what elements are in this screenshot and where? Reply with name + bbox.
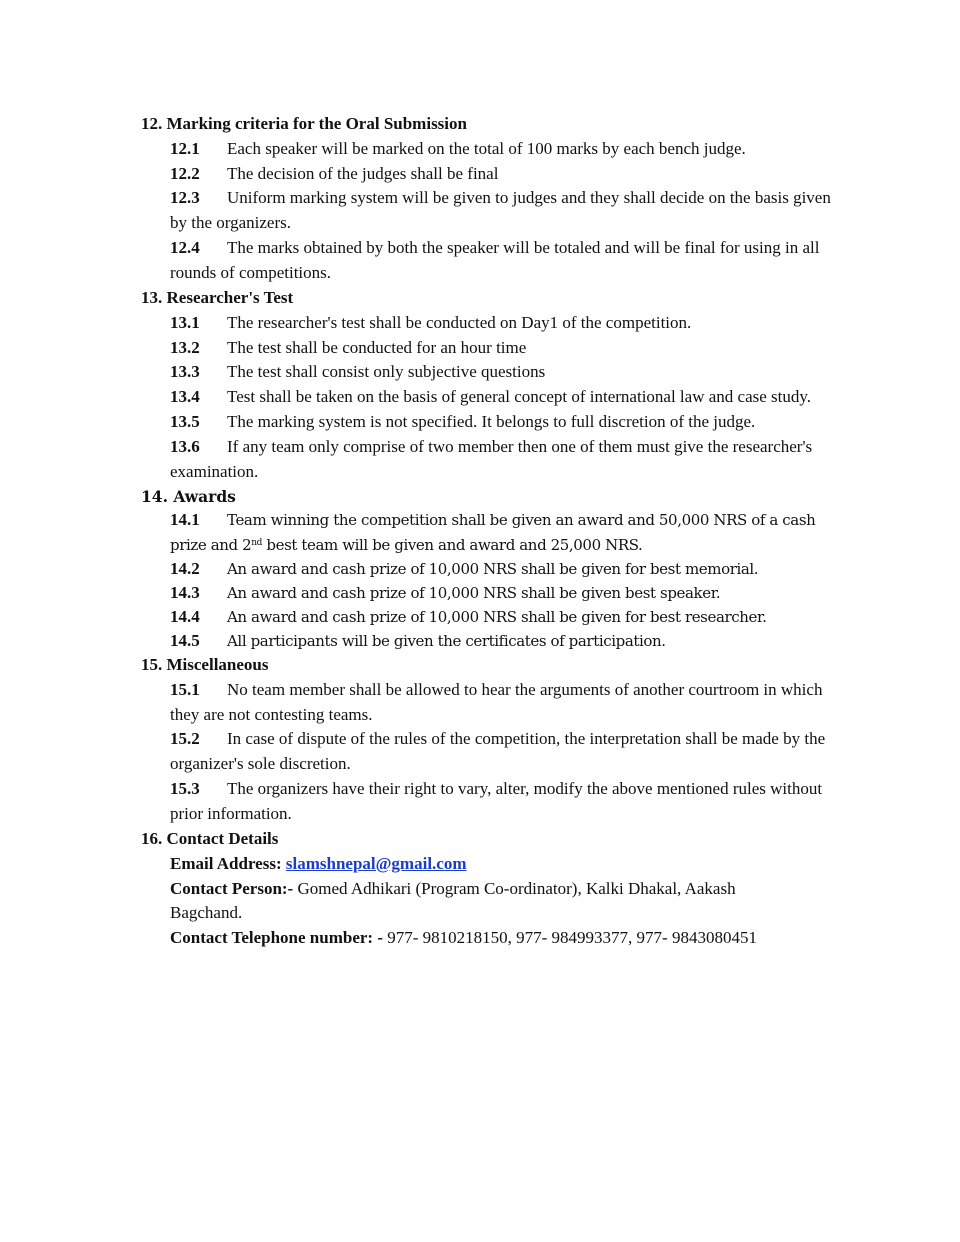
contact-phone-label: Contact Telephone number: - <box>170 928 383 948</box>
list-item <box>170 777 845 827</box>
list-item <box>170 385 845 410</box>
list-item <box>170 236 845 286</box>
item-number: 14.4 <box>170 606 200 626</box>
item-number: 12.2 <box>170 163 200 183</box>
item-text: The researcher's test shall be conducted on Day1 of the competition. <box>227 312 692 332</box>
item-number: 12.3 <box>170 188 200 208</box>
item-text: An award and cash prize of 10,000 NRS shall be given best speaker. <box>227 583 721 602</box>
item-number: 13.5 <box>170 412 200 432</box>
item-number: 14.1 <box>170 510 200 530</box>
item-text: The marking system is not specified. It belongs to full discretion of the judge. <box>227 412 756 432</box>
item-text: In case of dispute of the rules of the competition, the interpretation shall be made by the organizer's sole discretion. <box>170 729 826 774</box>
list-item <box>170 137 845 162</box>
section-title-marking-criteria: 12. Marking criteria for the Oral Submission <box>141 114 467 133</box>
item-text: Each speaker will be marked on the total of 100 marks by each bench judge. <box>227 138 746 158</box>
section-title-contact-details: 16. Contact Details <box>141 829 279 849</box>
item-number: 14.3 <box>170 582 200 602</box>
item-text: Uniform marking system will be given to judges and they shall decide on the basis given by the organizers. <box>170 188 831 233</box>
email-label: Email Address: <box>170 853 286 873</box>
item-number: 13.2 <box>170 337 200 357</box>
email-link[interactable]: slamshnepal@gmail.com <box>285 853 467 873</box>
item-number: 15.2 <box>170 729 200 749</box>
list-item <box>170 435 845 485</box>
item-text-continued: best team will be given and award and 25,000 NRS. <box>262 535 643 554</box>
item-number: 15.1 <box>170 679 200 699</box>
item-text: The decision of the judges shall be final <box>227 163 499 183</box>
contact-phone-value: 977- 9810218150, 977- 984993377, 977- 9843080451 <box>382 928 757 948</box>
contact-person-value: Gomed Adhikari (Program Co-ordinator), Kalki Dhakal, Aakash Bagchand. <box>170 878 736 923</box>
list-item <box>170 581 845 605</box>
item-number: 12.1 <box>170 138 200 158</box>
ordinal-superscript: nd <box>251 537 263 548</box>
contact-email-line <box>170 852 810 877</box>
item-text: Team winning the competition shall be given an award and 50,000 NRS of a cash prize and 2 <box>170 511 816 554</box>
item-text: If any team only comprise of two member then one of them must give the researcher's examination. <box>170 437 813 482</box>
list-item <box>170 360 845 385</box>
list-item <box>170 311 845 336</box>
list-item <box>170 336 845 361</box>
list-item <box>170 727 845 777</box>
item-text: An award and cash prize of 10,000 NRS shall be given for best researcher. <box>227 607 767 626</box>
list-item <box>170 678 845 728</box>
item-text: The marks obtained by both the speaker will be totaled and will be final for using in all rounds of competitions. <box>170 238 820 283</box>
item-number: 13.3 <box>170 362 200 382</box>
item-number: 12.4 <box>170 238 200 258</box>
section-title-researchers-test: 13. Researcher's Test <box>141 288 294 308</box>
item-number: 13.4 <box>170 387 200 407</box>
item-number: 14.2 <box>170 558 200 578</box>
item-number: 15.3 <box>170 779 200 799</box>
item-text: All participants will be given the certificates of participation. <box>227 631 666 650</box>
list-item <box>170 186 845 236</box>
item-text: The test shall be conducted for an hour time <box>227 337 527 357</box>
item-text: An award and cash prize of 10,000 NRS shall be given for best memorial. <box>227 559 759 578</box>
list-item <box>170 605 845 629</box>
section-title-miscellaneous: 15. Miscellaneous <box>141 655 269 675</box>
document-page <box>0 112 960 951</box>
item-number: 13.1 <box>170 312 200 332</box>
item-number: 13.6 <box>170 437 200 457</box>
list-item <box>170 410 845 435</box>
item-text: No team member shall be allowed to hear the arguments of another courtroom in which they are not contesting teams. <box>170 679 823 724</box>
item-number: 14.5 <box>170 630 200 650</box>
list-item <box>170 629 845 653</box>
contact-person-line <box>170 877 810 927</box>
list-item <box>170 508 845 556</box>
list-item <box>170 162 845 187</box>
contact-person-label: Contact Person:- <box>170 878 294 898</box>
contact-phone-line <box>170 926 870 951</box>
item-text: The organizers have their right to vary, alter, modify the above mentioned rules without prior information. <box>170 779 823 824</box>
list-item <box>170 557 845 581</box>
item-text: The test shall consist only subjective questions <box>227 362 546 382</box>
item-text: Test shall be taken on the basis of general concept of international law and case study. <box>227 387 812 407</box>
section-title-awards: 14. Awards <box>141 486 236 506</box>
